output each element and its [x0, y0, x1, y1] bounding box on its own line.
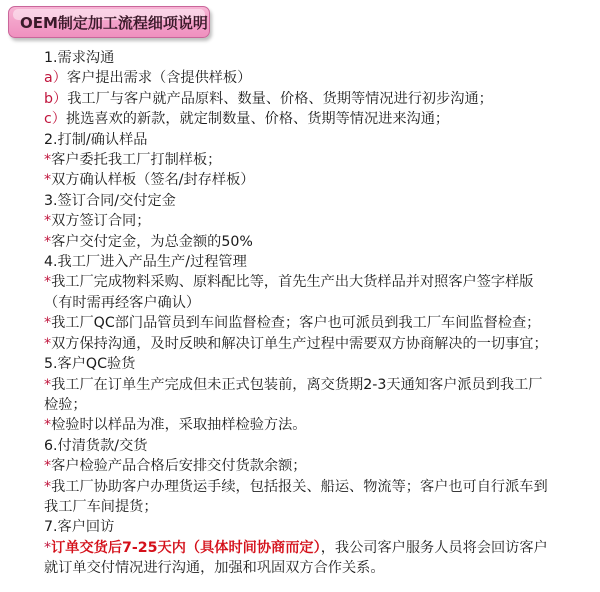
item-text: 挑选喜欢的新款，就定制数量、价格、货期等情况进来沟通； [66, 111, 450, 128]
item-text: 客户交付定金，为总金额的50% [51, 233, 253, 250]
item-text: 双方签订合同； [51, 213, 151, 230]
item-continuation: 就订单交付情况进行沟通，加强和巩固双方合作关系。 [44, 560, 385, 577]
step-item [44, 477, 584, 497]
step-heading: 5.客户QC验货 [44, 356, 136, 373]
item-prefix: a） [44, 70, 67, 87]
bullet-marker: * [44, 539, 52, 556]
highlight-text: 订单交货后7-25天内（具体时间协商而定） [51, 539, 321, 556]
step-item [44, 313, 584, 333]
step-heading: 1.需求沟通 [44, 50, 115, 66]
step-item [44, 170, 584, 190]
item-continuation: （有时需再经客户确认） [44, 294, 201, 311]
step-item [44, 150, 584, 170]
step-heading: 3.签订合同/交付定金 [44, 192, 176, 209]
bullet-marker: * [44, 376, 52, 393]
item-text: 我工厂与客户就产品原料、数量、价格、货期等情况进行初步沟通； [67, 90, 493, 107]
item-text: 客户委托我工厂打制样板； [51, 152, 222, 169]
item-prefix: c） [44, 111, 66, 128]
item-text: 我工厂在订单生产完成但未正式包装前，离交货期2-3天通知客户派员到我工厂 [51, 376, 543, 393]
item-continuation: 我工厂车间提货； [44, 498, 158, 515]
bullet-marker: * [44, 417, 52, 434]
item-text: 客户检验产品合格后安排交付货款余额； [51, 458, 307, 475]
item-text: 我工厂QC部门品管员到车间监督检查；客户也可派员到我工厂车间监督检查； [51, 315, 541, 332]
item-prefix: b） [44, 90, 68, 107]
bullet-marker: * [44, 152, 52, 169]
step-heading: 2.打制/确认样品 [44, 131, 148, 148]
step-item [44, 456, 584, 476]
title-banner [8, 6, 218, 40]
step-item [44, 538, 584, 558]
item-continuation: 检验； [44, 396, 87, 413]
item-text: 客户提出需求（含提供样板） [66, 70, 252, 87]
bullet-marker: * [44, 172, 52, 189]
bullet-marker: * [44, 274, 52, 291]
bullet-marker: * [44, 458, 52, 475]
bullet-marker: * [44, 233, 52, 250]
step-item [44, 272, 584, 292]
item-text: 检验时以样品为准，采取抽样检验方法。 [51, 417, 307, 434]
bullet-marker: * [44, 335, 52, 352]
item-text: 双方确认样板（签名/封存样板） [51, 172, 255, 189]
bullet-marker: * [44, 478, 52, 495]
step-item [44, 211, 584, 231]
item-text: 我工厂完成物料采购、原料配比等，首先生产出大货样品并对照客户签字样版 [51, 274, 534, 291]
step-item [44, 415, 584, 435]
step-heading: 4.我工厂进入产品生产/过程管理 [44, 254, 247, 271]
item-text: 我工厂协助客户办理货运手续，包括报关、船运、物流等；客户也可自行派车到 [51, 478, 548, 495]
step-item [44, 89, 584, 109]
bullet-marker: * [44, 315, 52, 332]
step-item [44, 109, 584, 129]
step-item [44, 375, 584, 395]
page-title: OEM制定加工流程细项说明 [20, 14, 208, 32]
step-item [44, 232, 584, 252]
process-content [44, 48, 584, 579]
step-heading: 7.客户回访 [44, 519, 115, 536]
item-text: 双方保持沟通，及时反映和解决订单生产过程中需要双方协商解决的一切事宜； [51, 335, 548, 352]
step-item [44, 68, 584, 88]
item-text: ，我公司客户服务人员将会回访客户 [320, 539, 548, 556]
step-heading: 6.付清货款/交货 [44, 437, 148, 454]
step-item [44, 334, 584, 354]
bullet-marker: * [44, 213, 52, 230]
